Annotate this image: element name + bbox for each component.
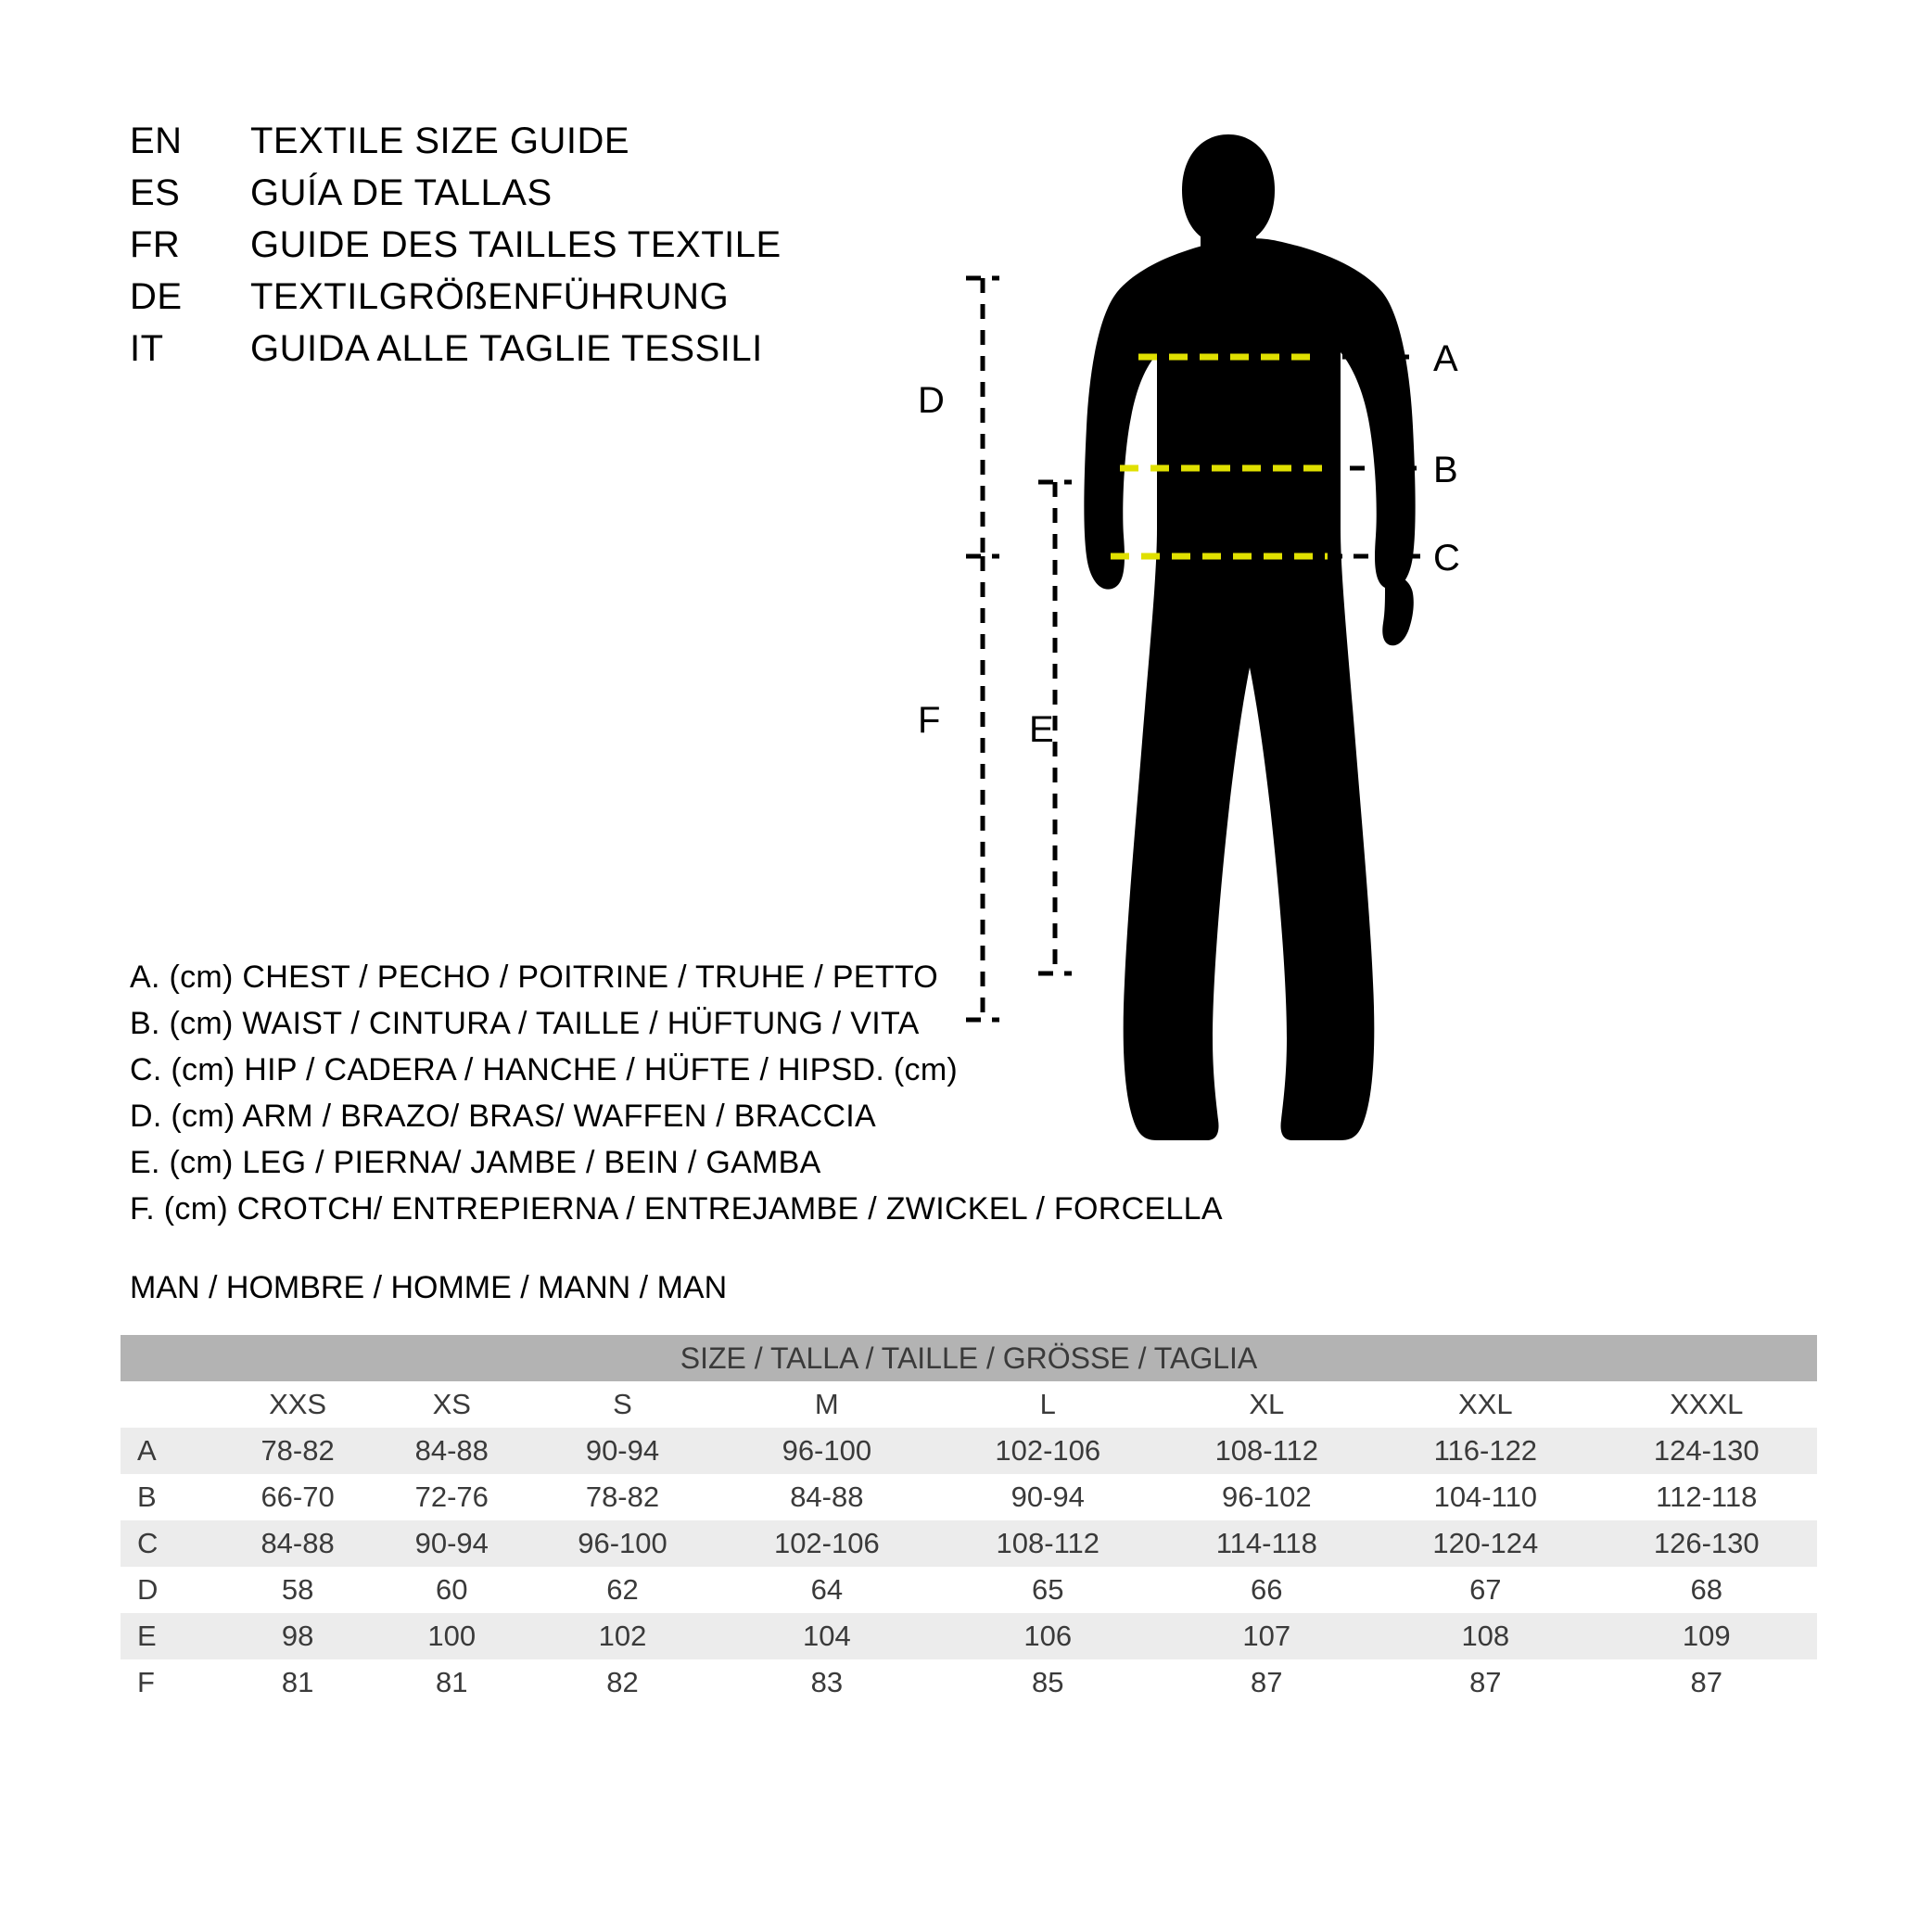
cell-a-s: 90-94 <box>528 1428 716 1474</box>
title-text-en: TEXTILE SIZE GUIDE <box>250 121 630 161</box>
cell-a-xxxl: 124-130 <box>1596 1428 1817 1474</box>
cell-e-xxxl: 109 <box>1596 1613 1817 1659</box>
table-band-header <box>121 1335 1817 1381</box>
row-label-c: C <box>121 1520 221 1567</box>
cell-c-m: 102-106 <box>717 1520 937 1567</box>
cell-d-xl: 66 <box>1159 1567 1376 1613</box>
cell-e-s: 102 <box>528 1613 716 1659</box>
callout-label-c: C <box>1433 538 1460 578</box>
cell-c-l: 108-112 <box>937 1520 1158 1567</box>
header-size-xxxl: XXXL <box>1596 1381 1817 1428</box>
row-label-f: F <box>121 1659 221 1706</box>
row-label-a: A <box>121 1428 221 1474</box>
legend-item-f: F. (cm) CROTCH/ ENTREPIERNA / ENTREJAMBE / ZWICKEL / FORCELLA <box>130 1191 1223 1227</box>
title-lang-de: DE <box>130 276 183 317</box>
dimension-label-d: D <box>918 380 945 421</box>
cell-d-xs: 60 <box>375 1567 528 1613</box>
cell-b-xxl: 104-110 <box>1375 1474 1595 1520</box>
legend-item-d: D. (cm) ARM / BRAZO/ BRAS/ WAFFEN / BRACCIA <box>130 1099 877 1134</box>
cell-a-xl: 108-112 <box>1159 1428 1376 1474</box>
cell-d-xxl: 67 <box>1375 1567 1595 1613</box>
title-row <box>130 121 782 172</box>
size-table <box>121 1335 1817 1706</box>
title-lang-en: EN <box>130 121 183 161</box>
legend-item-a: A. (cm) CHEST / PECHO / POITRINE / TRUHE / PETTO <box>130 960 939 995</box>
cell-e-xxs: 98 <box>221 1613 375 1659</box>
cell-d-s: 62 <box>528 1567 716 1613</box>
cell-b-s: 78-82 <box>528 1474 716 1520</box>
table-row <box>121 1474 1817 1520</box>
cell-d-xxs: 58 <box>221 1567 375 1613</box>
table-header-row <box>121 1381 1817 1428</box>
row-label-d: D <box>121 1567 221 1613</box>
man-silhouette <box>1084 134 1415 1140</box>
cell-e-xs: 100 <box>375 1613 528 1659</box>
dimension-d-bracket <box>966 278 999 556</box>
title-row <box>130 172 782 224</box>
legend-item-c: C. (cm) HIP / CADERA / HANCHE / HÜFTE / HIPSD. (cm) <box>130 1052 959 1087</box>
header-size-s: S <box>528 1381 716 1428</box>
cell-b-l: 90-94 <box>937 1474 1158 1520</box>
cell-b-xl: 96-102 <box>1159 1474 1376 1520</box>
table-row <box>121 1567 1817 1613</box>
dimension-label-f: F <box>918 700 941 741</box>
legend-item-b: B. (cm) WAIST / CINTURA / TAILLE / HÜFTUNG / VITA <box>130 1006 920 1041</box>
cell-a-xs: 84-88 <box>375 1428 528 1474</box>
body-measurement-diagram <box>918 93 1836 1205</box>
gender-label: MAN / HOMBRE / HOMME / MANN / MAN <box>130 1270 728 1305</box>
callout-label-b: B <box>1433 450 1458 490</box>
table-row <box>121 1520 1817 1567</box>
header-size-l: L <box>937 1381 1158 1428</box>
row-label-e: E <box>121 1613 221 1659</box>
cell-f-xxxl: 87 <box>1596 1659 1817 1706</box>
cell-c-xxxl: 126-130 <box>1596 1520 1817 1567</box>
title-text-fr: GUIDE DES TAILLES TEXTILE <box>250 224 782 265</box>
title-lang-it: IT <box>130 328 164 369</box>
dimension-f-bracket <box>966 556 999 1020</box>
title-lang-fr: FR <box>130 224 181 265</box>
cell-d-l: 65 <box>937 1567 1158 1613</box>
cell-f-xl: 87 <box>1159 1659 1376 1706</box>
dimension-label-e: E <box>1029 709 1054 750</box>
cell-f-m: 83 <box>717 1659 937 1706</box>
cell-d-m: 64 <box>717 1567 937 1613</box>
size-band-label: SIZE / TALLA / TAILLE / GRÖSSE / TAGLIA <box>121 1335 1817 1381</box>
title-text-es: GUÍA DE TALLAS <box>250 172 553 213</box>
callout-label-a: A <box>1433 338 1458 379</box>
cell-a-m: 96-100 <box>717 1428 937 1474</box>
header-size-m: M <box>717 1381 937 1428</box>
header-size-xxs: XXS <box>221 1381 375 1428</box>
cell-b-xs: 72-76 <box>375 1474 528 1520</box>
header-size-xs: XS <box>375 1381 528 1428</box>
title-row <box>130 224 782 276</box>
cell-f-l: 85 <box>937 1659 1158 1706</box>
cell-f-xs: 81 <box>375 1659 528 1706</box>
table-row <box>121 1613 1817 1659</box>
title-lang-es: ES <box>130 172 181 213</box>
title-block <box>130 121 782 380</box>
cell-c-s: 96-100 <box>528 1520 716 1567</box>
title-row <box>130 276 782 328</box>
title-text-de: TEXTILGRÖßENFÜHRUNG <box>250 276 730 317</box>
cell-e-l: 106 <box>937 1613 1158 1659</box>
table-row <box>121 1659 1817 1706</box>
cell-c-xxl: 120-124 <box>1375 1520 1595 1567</box>
title-text-it: GUIDA ALLE TAGLIE TESSILI <box>250 328 763 369</box>
header-corner <box>121 1381 221 1428</box>
cell-c-xl: 114-118 <box>1159 1520 1376 1567</box>
cell-e-xl: 107 <box>1159 1613 1376 1659</box>
cell-f-s: 82 <box>528 1659 716 1706</box>
cell-a-l: 102-106 <box>937 1428 1158 1474</box>
header-size-xl: XL <box>1159 1381 1376 1428</box>
cell-a-xxl: 116-122 <box>1375 1428 1595 1474</box>
cell-a-xxs: 78-82 <box>221 1428 375 1474</box>
cell-c-xxs: 84-88 <box>221 1520 375 1567</box>
header-size-xxl: XXL <box>1375 1381 1595 1428</box>
table-row <box>121 1428 1817 1474</box>
title-row <box>130 328 782 380</box>
legend-item-e: E. (cm) LEG / PIERNA/ JAMBE / BEIN / GAMBA <box>130 1145 821 1180</box>
cell-b-xxxl: 112-118 <box>1596 1474 1817 1520</box>
row-label-b: B <box>121 1474 221 1520</box>
cell-f-xxl: 87 <box>1375 1659 1595 1706</box>
cell-e-xxl: 108 <box>1375 1613 1595 1659</box>
cell-f-xxs: 81 <box>221 1659 375 1706</box>
cell-e-m: 104 <box>717 1613 937 1659</box>
size-table-wrapper <box>121 1335 1817 1706</box>
cell-b-m: 84-88 <box>717 1474 937 1520</box>
cell-d-xxxl: 68 <box>1596 1567 1817 1613</box>
cell-c-xs: 90-94 <box>375 1520 528 1567</box>
cell-b-xxs: 66-70 <box>221 1474 375 1520</box>
